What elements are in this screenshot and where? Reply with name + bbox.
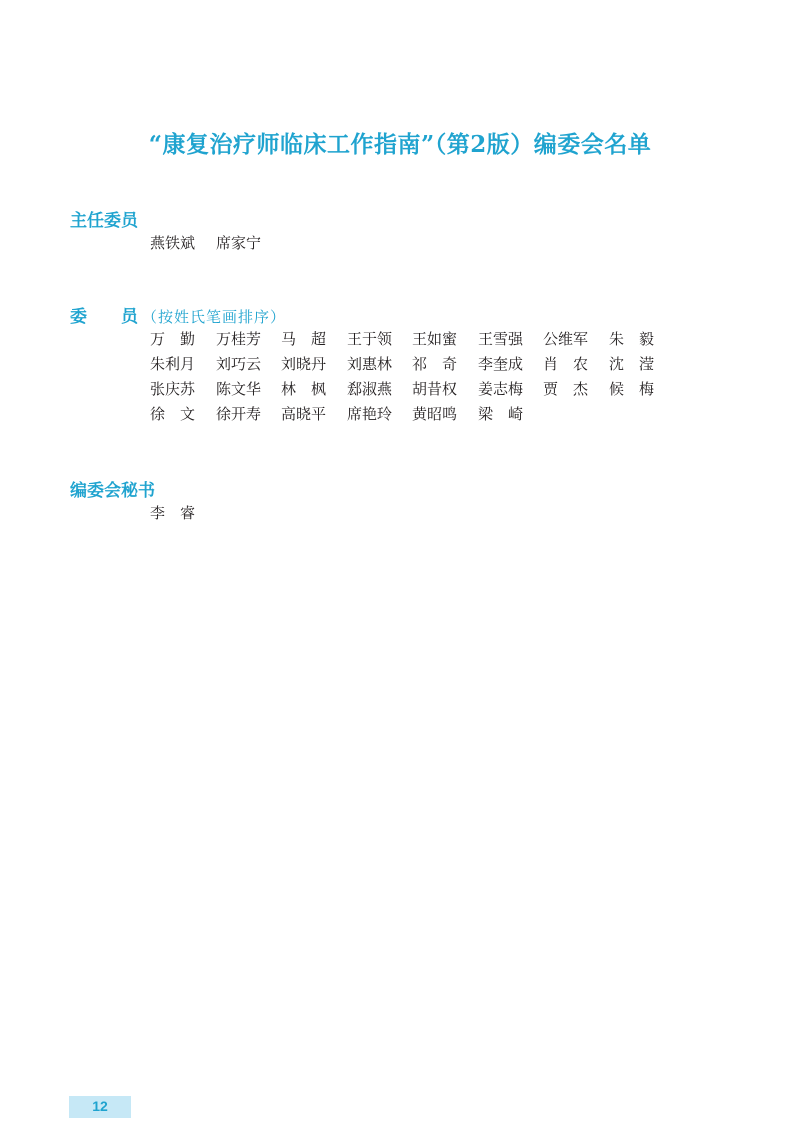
page-number-box — [69, 1096, 131, 1118]
member-name: 万 勤 — [150, 330, 196, 348]
member-name: 黄昭鸣 — [412, 405, 458, 423]
member-name: 贾 杰 — [543, 380, 589, 398]
member-name: 姜志梅 — [478, 380, 524, 398]
chief-name: 燕铁斌 — [150, 234, 196, 252]
member-name: 祁 奇 — [412, 355, 458, 373]
members-heading — [70, 302, 286, 327]
document-title: “康复治疗师临床工作指南”（第2版）编委会名单 — [148, 131, 652, 158]
member-name: 徐 文 — [150, 405, 196, 423]
member-name: 公维军 — [543, 330, 589, 348]
member-name: 郄淑燕 — [347, 380, 393, 398]
member-name: 徐开寿 — [216, 405, 262, 423]
member-name: 马 超 — [281, 330, 327, 348]
member-name: 梁 崎 — [478, 405, 524, 423]
secretary-name: 李 睿 — [150, 504, 196, 522]
member-name: 候 梅 — [609, 380, 655, 398]
secretary-heading: 编委会秘书 — [70, 481, 155, 501]
member-name: 林 枫 — [281, 380, 327, 398]
members-heading-note: （按姓氏笔画排序） — [142, 308, 287, 326]
member-name: 朱利月 — [150, 355, 196, 373]
member-name: 王如蜜 — [412, 330, 458, 348]
member-name: 肖 农 — [543, 355, 589, 373]
member-name: 朱 毅 — [609, 330, 655, 348]
page-number: 12 — [92, 1098, 108, 1114]
members-heading-char1: 委 — [70, 307, 87, 327]
member-name: 高晓平 — [281, 405, 327, 423]
member-name: 刘巧云 — [216, 355, 262, 373]
chief-heading: 主任委员 — [70, 211, 138, 231]
member-name: 万桂芳 — [216, 330, 262, 348]
member-name: 张庆苏 — [150, 380, 196, 398]
member-name: 刘晓丹 — [281, 355, 327, 373]
member-name: 胡昔权 — [412, 380, 458, 398]
member-name: 王于领 — [347, 330, 393, 348]
member-name: 王雪强 — [478, 330, 524, 348]
member-name: 席艳玲 — [347, 405, 393, 423]
members-heading-char2: 员 — [121, 307, 138, 327]
chief-name: 席家宁 — [216, 234, 262, 252]
member-name: 沈 滢 — [609, 355, 655, 373]
member-name: 李奎成 — [478, 355, 524, 373]
member-name: 刘惠林 — [347, 355, 393, 373]
member-name: 陈文华 — [216, 380, 262, 398]
